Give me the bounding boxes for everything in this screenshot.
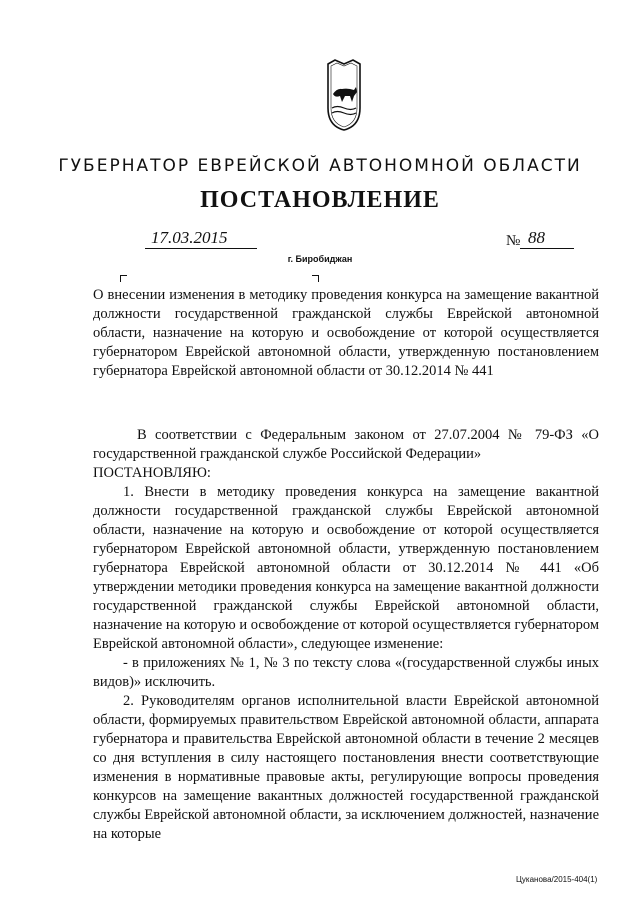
document-number: 88	[520, 228, 574, 249]
item-1-subparagraph: - в приложениях № 1, № 3 по тексту слова «(государственной службы иных видов)» исключить.	[93, 655, 599, 690]
resolve-heading: ПОСТАНОВЛЯЮ:	[93, 465, 211, 481]
authority-title: ГУБЕРНАТОР ЕВРЕЙСКОЙ АВТОНОМНОЙ ОБЛАСТИ	[58, 156, 582, 176]
subject-corner-mark-right	[312, 275, 319, 282]
subject-corner-mark-left	[120, 275, 127, 282]
footer-code: Цуканова/2015-404(1)	[516, 875, 598, 884]
document-date: 17.03.2015	[145, 228, 257, 249]
item-2-paragraph: 2. Руководителям органов исполнительной власти Еврейской автономной области, формируемых правительством Еврейской автономной области, аппарата губернатора и правительства Еврейской автономной области в течение 2 месяцев со дня вступления в силу настоящего постановления внести соответствующие изменения в нормативные правовые акты, регулирующие вопросы проведения конкурсов на замещение вакантных должностей государственной гражданской службы Еврейской автономной области, за исключением должностей, назначение на которые	[93, 693, 599, 842]
item-1-paragraph: 1. Внести в методику проведения конкурса на замещение вакантной должности государственной гражданской службы Еврейской автономной области, назначение на которую и освобождение от которой осуществляется губернатором Еврейской автономной области, утвержденную постановлением губернатора Еврейской автономной области от 30.12.2014 № 441 «Об утверждении методики проведения конкурса на замещение вакантной должности государственной гражданской службы Еврейской автономной области, назначение на которую и освобождение от которой осуществляется губернатором Еврейской автономной области», следующее изменение:	[93, 484, 599, 652]
number-label: №	[506, 233, 521, 249]
document-body	[93, 426, 599, 844]
preamble-paragraph: В соответствии с Федеральным законом от 27.07.2004 № 79-ФЗ «О государственной гражданской службе Российской Федерации»	[93, 427, 599, 462]
document-subject: О внесении изменения в методику проведения конкурса на замещение вакантной должности государственной гражданской службы Еврейской автономной области, назначение на которую и освобождение от которой осуществляется губернатором Еврейской автономной области, утвержденную постановлением губернатора Еврейской автономной области от 30.12.2014 № 441	[93, 287, 599, 379]
coat-of-arms-emblem	[325, 58, 363, 132]
city-line: г. Биробиджан	[287, 254, 353, 264]
document-type-title: ПОСТАНОВЛЕНИЕ	[200, 187, 440, 213]
